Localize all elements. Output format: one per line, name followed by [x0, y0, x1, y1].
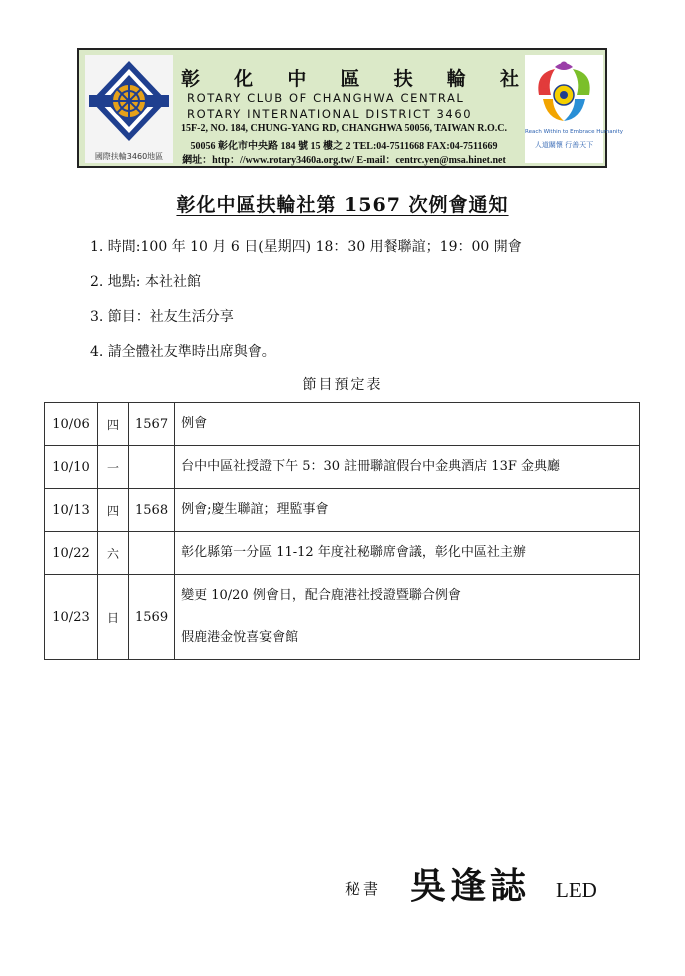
- cell-meeting-no: [129, 532, 175, 575]
- cell-date: 10/22: [45, 532, 98, 575]
- notice-item-attendance: 4. 請全體社友準時出席與會。: [90, 344, 276, 360]
- table-row: [45, 446, 640, 489]
- event-line: 例會;慶生聯誼；理監事會: [181, 502, 329, 517]
- cell-meeting-no: 1569: [129, 575, 175, 660]
- event-line: 變更 10/20 例會日，配合鹿港社授證暨聯合例會: [181, 588, 461, 603]
- club-name-en: ROTARY CLUB OF CHANGHWA CENTRAL: [187, 91, 465, 105]
- cell-weekday: 四: [98, 489, 129, 532]
- cell-weekday: 四: [98, 403, 129, 446]
- notice-item-program: 3. 節目：社友生活分享: [90, 309, 234, 325]
- cell-event: [175, 446, 640, 489]
- schedule-title: 節目預定表: [302, 377, 383, 393]
- web-email: 網址：http：//www.rotary3460a.org.tw/ E-mail：centrc.yen@msa.hinet.net: [182, 155, 506, 166]
- cell-meeting-no: 1568: [129, 489, 175, 532]
- cell-event: [175, 575, 640, 660]
- cell-event: [175, 489, 640, 532]
- table-row: [45, 575, 640, 660]
- club-name-char: 社: [499, 68, 521, 90]
- club-name-char: 彰: [181, 68, 203, 90]
- cell-date: 10/06: [45, 403, 98, 446]
- emblem-caption: 國際扶輪3460地區: [94, 152, 164, 161]
- signature-label: 秘書: [345, 880, 382, 898]
- event-line: 彰化縣第一分區 11-12 年度社秘聯席會議，彰化中區社主辦: [181, 545, 526, 560]
- event-line: 例會: [181, 416, 208, 431]
- signature-suffix: LED: [556, 878, 597, 902]
- table-row: [45, 532, 640, 575]
- cell-date: 10/13: [45, 489, 98, 532]
- club-name-char: 扶: [393, 68, 415, 90]
- cell-weekday: 一: [98, 446, 129, 489]
- event-line: 台中中區社授證下午 5：30 註冊聯誼假台中金典酒店 13F 金典廳: [181, 459, 560, 474]
- theme-text-zh: 人道關懷 行善天下: [534, 141, 594, 149]
- cell-event: [175, 403, 640, 446]
- notice-item-place: 2. 地點: 本社社館: [90, 274, 201, 290]
- cell-weekday: 日: [98, 575, 129, 660]
- table-row: [45, 403, 640, 446]
- cell-meeting-no: 1567: [129, 403, 175, 446]
- notice-title: [0, 190, 685, 217]
- notice-item-time: 1. 時間:100 年 10 月 6 日(星期四) 18：30 用餐聯誼；19：00 開會: [90, 239, 522, 255]
- district-name-en: ROTARY INTERNATIONAL DISTRICT 3460: [187, 107, 473, 121]
- letterhead-banner: [77, 48, 623, 168]
- club-name-char: 中: [287, 68, 309, 90]
- theme-people-icon: [525, 55, 603, 127]
- theme-text-en: Reach Within to Embrace Humanity: [525, 129, 623, 135]
- club-name-char: 化: [234, 68, 256, 90]
- signature-name: 吳逢誌: [410, 865, 531, 907]
- address-zh: 50056 彰化市中央路 184 號 15 樓之 2 TEL:04-7511668 FAX:04-7511669: [190, 141, 498, 152]
- table-row: [45, 489, 640, 532]
- schedule-table: [44, 402, 640, 660]
- cell-weekday: 六: [98, 532, 129, 575]
- notice-title-text: 彰化中區扶輪社第 1567 次例會通知: [176, 194, 509, 216]
- event-line: 假鹿港金悅喜宴會館: [181, 630, 299, 645]
- club-name-char: 輪: [446, 68, 468, 90]
- cell-meeting-no: [129, 446, 175, 489]
- cell-date: 10/23: [45, 575, 98, 660]
- cell-event: [175, 532, 640, 575]
- club-name-char: 區: [340, 68, 362, 90]
- club-name-zh: [181, 64, 521, 91]
- address-en: 15F-2, NO. 184, CHUNG-YANG RD, CHANGHWA 50056, TAIWAN R.O.C.: [181, 123, 507, 134]
- ri-theme-logo: [525, 55, 623, 163]
- cell-date: 10/10: [45, 446, 98, 489]
